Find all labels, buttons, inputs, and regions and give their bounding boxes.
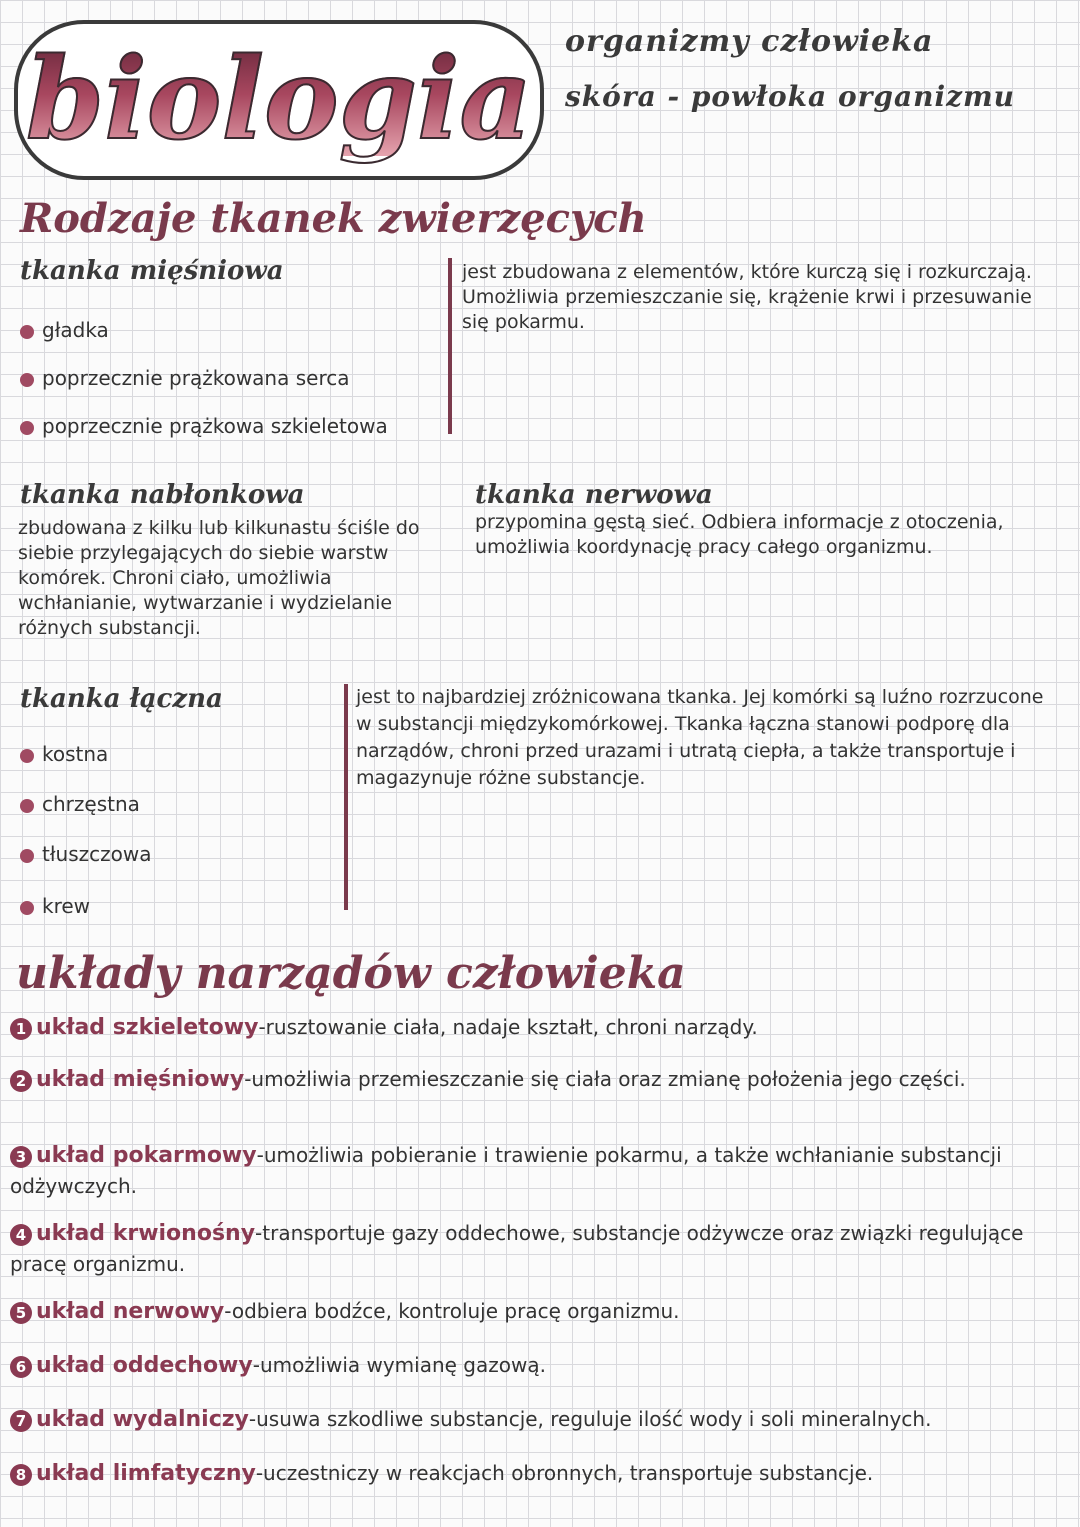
system-name: układ nerwowy [36, 1299, 225, 1324]
list-item [10, 1404, 1065, 1435]
list-item: poprzecznie prążkowa szkieletowa [20, 414, 388, 438]
section2-title: układy narządów człowieka [16, 948, 686, 999]
list-item: kostna [20, 742, 108, 766]
epithelial-description: zbudowana z kilku lub kilkunastu ściśle do siebie przylegających do siebie warstw komórek. Chroni ciało, umożliwia wchłanianie, wytwarzanie i wydzielanie różnych substancji. [18, 517, 420, 639]
connective-title: tkanka łączna [20, 684, 223, 714]
connective-description: jest to najbardziej zróżnicowana tkanka. Jej komórki są luźno rozrzucone w substancji międzykomórkowej. Tkanka łączna stanowi podporę dla narządów, chroni przed urazami i utratą ciepła, a także transportuje i magazynuje różne substancje. [356, 686, 1044, 789]
biologia-logo [14, 20, 544, 180]
list-item [10, 1218, 1065, 1279]
divider [344, 684, 348, 910]
epithelial-title: tkanka nabłonkowa [20, 480, 305, 510]
list-item [10, 1064, 1065, 1095]
system-name: układ pokarmowy [36, 1143, 257, 1168]
system-description: -odbiera bodźce, kontroluje pracę organizmu. [224, 1299, 680, 1323]
section1-title: Rodzaje tkanek zwierzęcych [20, 195, 647, 242]
list-item [10, 1012, 1065, 1043]
system-name: układ szkieletowy [36, 1015, 259, 1040]
number-badge: 5 [10, 1302, 32, 1324]
list-item [10, 1458, 1065, 1489]
list-item: chrzęstna [20, 792, 140, 816]
subtitle-line1: organizmy człowieka [565, 24, 934, 59]
system-description: -transportuje gazy oddechowe, substancje odżywcze oraz związki regulujące pracę organizmu. [10, 1221, 1024, 1276]
number-badge: 7 [10, 1410, 32, 1432]
number-badge: 1 [10, 1018, 32, 1040]
list-item [10, 1296, 1065, 1327]
list-item: tłuszczowa [20, 842, 151, 866]
muscle-title: tkanka mięśniowa [20, 256, 284, 286]
list-item: krew [20, 894, 90, 918]
system-description: -umożliwia przemieszczanie się ciała oraz zmianę położenia jego części. [244, 1067, 966, 1091]
system-description: -umożliwia wymianę gazową. [252, 1353, 546, 1377]
muscle-description: jest zbudowana z elementów, które kurczą się i rozkurczają. Umożliwia przemieszczanie się, krążenie krwi i przesuwanie się pokarmu. [462, 261, 1032, 333]
number-badge: 4 [10, 1224, 32, 1246]
logo-text: biologia [25, 34, 533, 165]
nervous-description: przypomina gęstą sieć. Odbiera informacje z otoczenia, umożliwia koordynację pracy całego organizmu. [475, 511, 1004, 558]
list-item: poprzecznie prążkowana serca [20, 366, 349, 390]
system-description: -rusztowanie ciała, nadaje kształt, chroni narządy. [258, 1015, 758, 1039]
number-badge: 6 [10, 1356, 32, 1378]
number-badge: 2 [10, 1070, 32, 1092]
list-item [10, 1140, 1065, 1201]
divider [448, 258, 452, 434]
list-item [10, 1350, 1065, 1381]
list-item: gładka [20, 318, 109, 342]
system-description: -umożliwia pobieranie i trawienie pokarmu, a także wchłanianie substancji odżywczych. [10, 1143, 1002, 1198]
number-badge: 8 [10, 1464, 32, 1486]
system-name: układ mięśniowy [36, 1067, 245, 1092]
nervous-title: tkanka nerwowa [475, 480, 713, 510]
number-badge: 3 [10, 1146, 32, 1168]
subtitle-line2: skóra - powłoka organizmu [565, 80, 1015, 113]
system-description: -usuwa szkodliwe substancje, reguluje ilość wody i soli mineralnych. [248, 1407, 932, 1431]
system-name: układ wydalniczy [36, 1407, 249, 1432]
system-description: -uczestniczy w reakcjach obronnych, transportuje substancje. [255, 1461, 874, 1485]
system-name: układ oddechowy [36, 1353, 253, 1378]
system-name: układ limfatyczny [36, 1461, 256, 1486]
system-name: układ krwionośny [36, 1221, 256, 1246]
